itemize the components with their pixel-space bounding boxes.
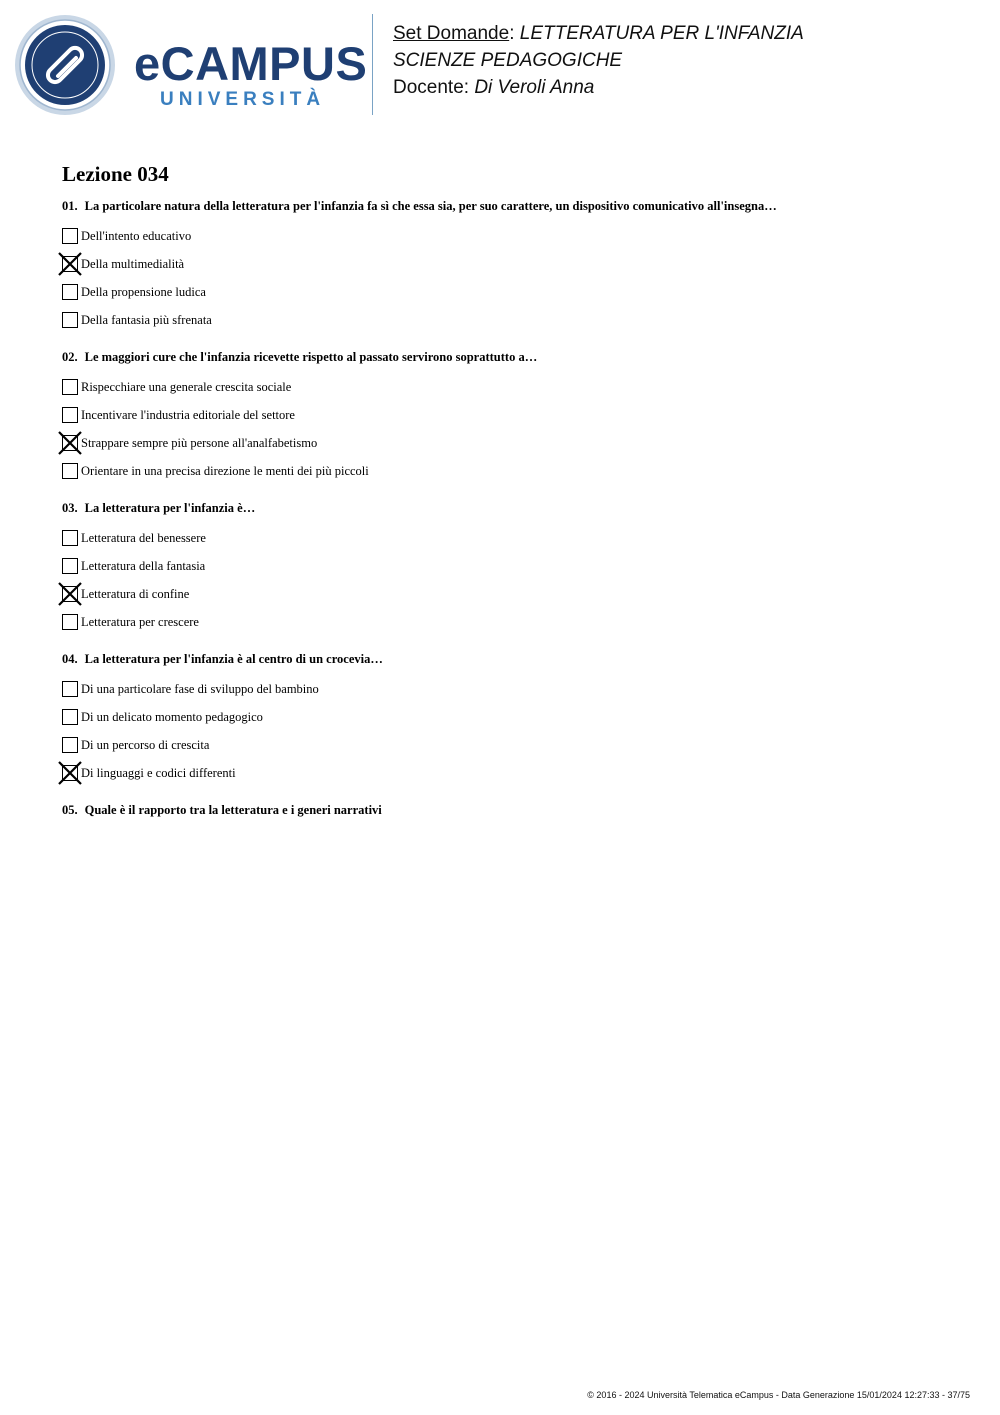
answer-text: Letteratura della fantasia [81, 559, 206, 573]
page-footer: © 2016 - 2024 Università Telematica eCampus - Data Generazione 15/01/2024 12:27:33 - 37/75 [587, 1390, 970, 1400]
check-mark-icon [58, 582, 82, 606]
answer-checkbox[interactable] [62, 681, 78, 697]
answer-checkbox[interactable] [62, 435, 78, 451]
question-body: La letteratura per l'infanzia è… [84, 501, 256, 515]
question-body: La particolare natura della letteratura per l'infanzia fa sì che essa sia, per suo carattere, un dispositivo comunicativo all'insegna… [84, 199, 777, 213]
lesson-title: Lezione 034 [62, 162, 169, 186]
set-label: Set Domande [393, 23, 510, 44]
answer-checkbox[interactable] [62, 284, 78, 300]
answer-checkbox[interactable] [62, 614, 78, 630]
answer-option[interactable] [62, 759, 962, 787]
answer-option[interactable] [62, 373, 962, 401]
answer-checkbox[interactable] [62, 558, 78, 574]
answer-option[interactable] [62, 552, 962, 580]
answer-checkbox[interactable] [62, 737, 78, 753]
answer-text: Letteratura per crescere [81, 615, 199, 629]
answer-checkbox[interactable] [62, 256, 78, 272]
university-seal-icon [14, 14, 116, 116]
answer-option[interactable] [62, 250, 962, 278]
answer-checkbox[interactable] [62, 709, 78, 725]
question-text [62, 349, 962, 365]
question-body: Le maggiori cure che l'infanzia ricevette rispetto al passato servirono soprattutto a… [84, 350, 538, 364]
answer-checkbox[interactable] [62, 586, 78, 602]
ecampus-logo [14, 14, 368, 116]
answer-option[interactable] [62, 401, 962, 429]
header-divider [372, 14, 373, 115]
answer-option[interactable] [62, 429, 962, 457]
answer-text: Della fantasia più sfrenata [81, 313, 212, 327]
answer-text: Strappare sempre più persone all'analfabetismo [81, 436, 318, 450]
teacher-line [393, 74, 804, 101]
teacher-name: Di Veroli Anna [474, 77, 595, 98]
answer-option[interactable] [62, 222, 962, 250]
answer-option[interactable] [62, 731, 962, 759]
answer-option[interactable] [62, 306, 962, 334]
answer-text: Letteratura del benessere [81, 531, 206, 545]
question-number: 02. [62, 350, 78, 364]
answer-text: Della propensione ludica [81, 285, 206, 299]
question-text [62, 802, 962, 818]
answer-option[interactable] [62, 278, 962, 306]
course-name: LETTERATURA PER L'INFANZIA [519, 23, 804, 44]
question-body: Quale è il rapporto tra la letteratura e i generi narrativi [84, 803, 382, 817]
answer-checkbox[interactable] [62, 407, 78, 423]
question-text [62, 500, 962, 516]
question-4 [62, 651, 962, 787]
question-text [62, 651, 962, 667]
question-number: 05. [62, 803, 78, 817]
answer-text: Incentivare l'industria editoriale del settore [81, 408, 295, 422]
faculty-name: SCIENZE PEDAGOGICHE [393, 50, 623, 71]
answer-text: Di un percorso di crescita [81, 738, 210, 752]
answer-checkbox[interactable] [62, 765, 78, 781]
answer-option[interactable] [62, 608, 962, 636]
answer-text: Orientare in una precisa direzione le menti dei più piccoli [81, 464, 369, 478]
question-list [62, 198, 962, 818]
answer-text: Di un delicato momento pedagogico [81, 710, 263, 724]
question-body: La letteratura per l'infanzia è al centro di un crocevia… [84, 652, 383, 666]
answer-text: Della multimedialità [81, 257, 185, 271]
answer-option[interactable] [62, 524, 962, 552]
brand-name: eCAMPUS [134, 37, 368, 90]
answer-text: Di linguaggi e codici differenti [81, 766, 236, 780]
question-2 [62, 349, 962, 485]
answer-option[interactable] [62, 675, 962, 703]
header-info [393, 20, 804, 101]
brand-subtitle: UNIVERSITÀ [160, 89, 326, 110]
check-mark-icon [58, 252, 82, 276]
question-5 [62, 802, 962, 818]
question-number: 03. [62, 501, 78, 515]
answer-checkbox[interactable] [62, 463, 78, 479]
answer-checkbox[interactable] [62, 530, 78, 546]
answer-text: Rispecchiare una generale crescita sociale [81, 380, 292, 394]
question-sheet [62, 160, 962, 833]
answer-checkbox[interactable] [62, 379, 78, 395]
answer-text: Di una particolare fase di sviluppo del bambino [81, 682, 319, 696]
set-line: Set Domande: LETTERATURA PER L'INFANZIA [393, 23, 804, 44]
teacher-label: Docente: [393, 77, 470, 98]
question-3 [62, 500, 962, 636]
answer-option[interactable] [62, 580, 962, 608]
question-1 [62, 198, 962, 334]
answer-text: Dell'intento educativo [81, 229, 192, 243]
answer-option[interactable] [62, 703, 962, 731]
question-number: 04. [62, 652, 78, 666]
answer-option[interactable] [62, 457, 962, 485]
question-number: 01. [62, 199, 78, 213]
answer-checkbox[interactable] [62, 312, 78, 328]
check-mark-icon [58, 761, 82, 785]
check-mark-icon [58, 431, 82, 455]
answer-checkbox[interactable] [62, 228, 78, 244]
answer-text: Letteratura di confine [81, 587, 190, 601]
question-text [62, 198, 962, 214]
